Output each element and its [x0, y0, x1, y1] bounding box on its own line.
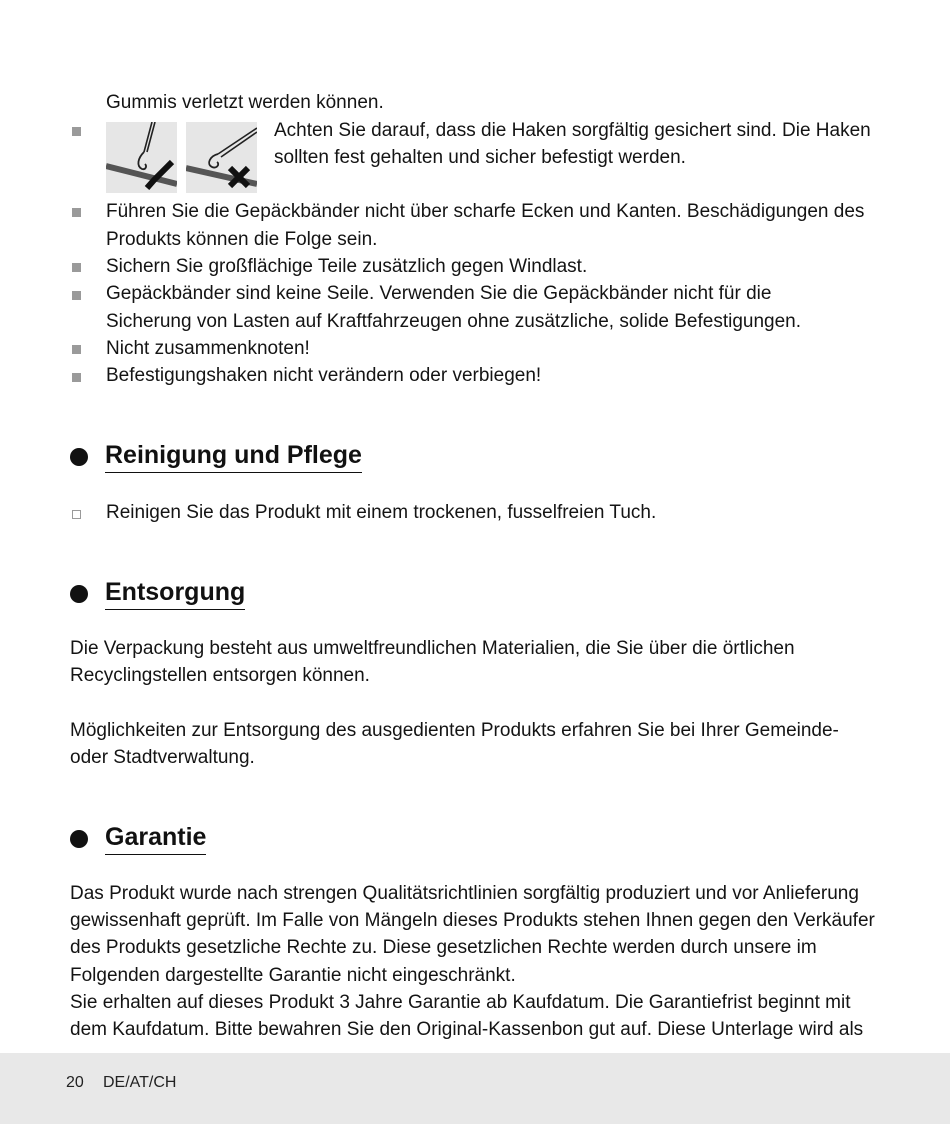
hook-note-line2: sollten fest gehalten und sicher befestigt werden.	[274, 147, 686, 168]
page-footer	[0, 1053, 950, 1124]
list-item-text: Produkts können die Folge sein.	[106, 229, 378, 250]
hook-note-line1: Achten Sie darauf, dass die Haken sorgfältig gesichert sind. Die Haken	[274, 120, 871, 141]
paragraph-line: Möglichkeiten zur Entsorgung des ausgedienten Produkts erfahren Sie bei Ihrer Gemeinde-	[70, 720, 839, 741]
section-title: Entsorgung	[105, 577, 245, 610]
paragraph-line: Recyclingstellen entsorgen können.	[70, 665, 370, 686]
section-heading-disposal	[70, 577, 245, 610]
hook-correct-icon	[106, 122, 177, 193]
page-number: 20	[66, 1074, 84, 1091]
list-bullet	[72, 510, 81, 519]
list-bullet	[72, 345, 81, 354]
cleaning-text: Reinigen Sie das Produkt mit einem trockenen, fusselfreien Tuch.	[106, 502, 657, 523]
section-title: Garantie	[105, 822, 206, 855]
list-item-text: Befestigungshaken nicht verändern oder verbiegen!	[106, 365, 542, 386]
list-item-text: Gepäckbänder sind keine Seile. Verwenden Sie die Gepäckbänder nicht für die	[106, 283, 772, 304]
heading-bullet-icon	[70, 830, 88, 848]
section-heading-warranty	[70, 822, 206, 855]
list-bullet	[72, 127, 81, 136]
list-item-text: Nicht zusammenknoten!	[106, 338, 310, 359]
list-item-text: Sichern Sie großflächige Teile zusätzlich gegen Windlast.	[106, 256, 588, 277]
section-title: Reinigung und Pflege	[105, 440, 362, 473]
heading-bullet-icon	[70, 585, 88, 603]
list-item-text: Führen Sie die Gepäckbänder nicht über scharfe Ecken und Kanten. Beschädigungen des	[106, 201, 865, 222]
list-bullet	[72, 263, 81, 272]
paragraph-line: dem Kaufdatum. Bitte bewahren Sie den Original-Kassenbon gut auf. Diese Unterlage wird als	[70, 1019, 864, 1040]
hook-wrong-icon	[186, 122, 257, 193]
paragraph-line: des Produkts gesetzliche Rechte zu. Diese gesetzlichen Rechte werden durch unsere im	[70, 937, 817, 958]
paragraph-line: Die Verpackung besteht aus umweltfreundlichen Materialien, die Sie über die örtlichen	[70, 638, 795, 659]
paragraph-line: Das Produkt wurde nach strengen Qualitätsrichtlinien sorgfältig produziert und vor Anlieferung	[70, 883, 859, 904]
region-label: DE/AT/CH	[103, 1074, 177, 1091]
section-heading-cleaning	[70, 440, 362, 473]
paragraph-line: gewissenhaft geprüft. Im Falle von Mängeln dieses Produkts stehen Ihnen gegen den Verkäufer	[70, 910, 875, 931]
paragraph-line: Folgenden dargestellte Garantie nicht eingeschränkt.	[70, 965, 516, 986]
list-item-text: Sicherung von Lasten auf Kraftfahrzeugen ohne zusätzliche, solide Befestigungen.	[106, 311, 802, 332]
list-bullet	[72, 291, 81, 300]
paragraph-line: oder Stadtverwaltung.	[70, 747, 255, 768]
continuation-text: Gummis verletzt werden können.	[106, 92, 384, 113]
list-bullet	[72, 373, 81, 382]
paragraph-line: Sie erhalten auf dieses Produkt 3 Jahre Garantie ab Kaufdatum. Die Garantiefrist beginnt mit	[70, 992, 851, 1013]
heading-bullet-icon	[70, 448, 88, 466]
list-bullet	[72, 208, 81, 217]
